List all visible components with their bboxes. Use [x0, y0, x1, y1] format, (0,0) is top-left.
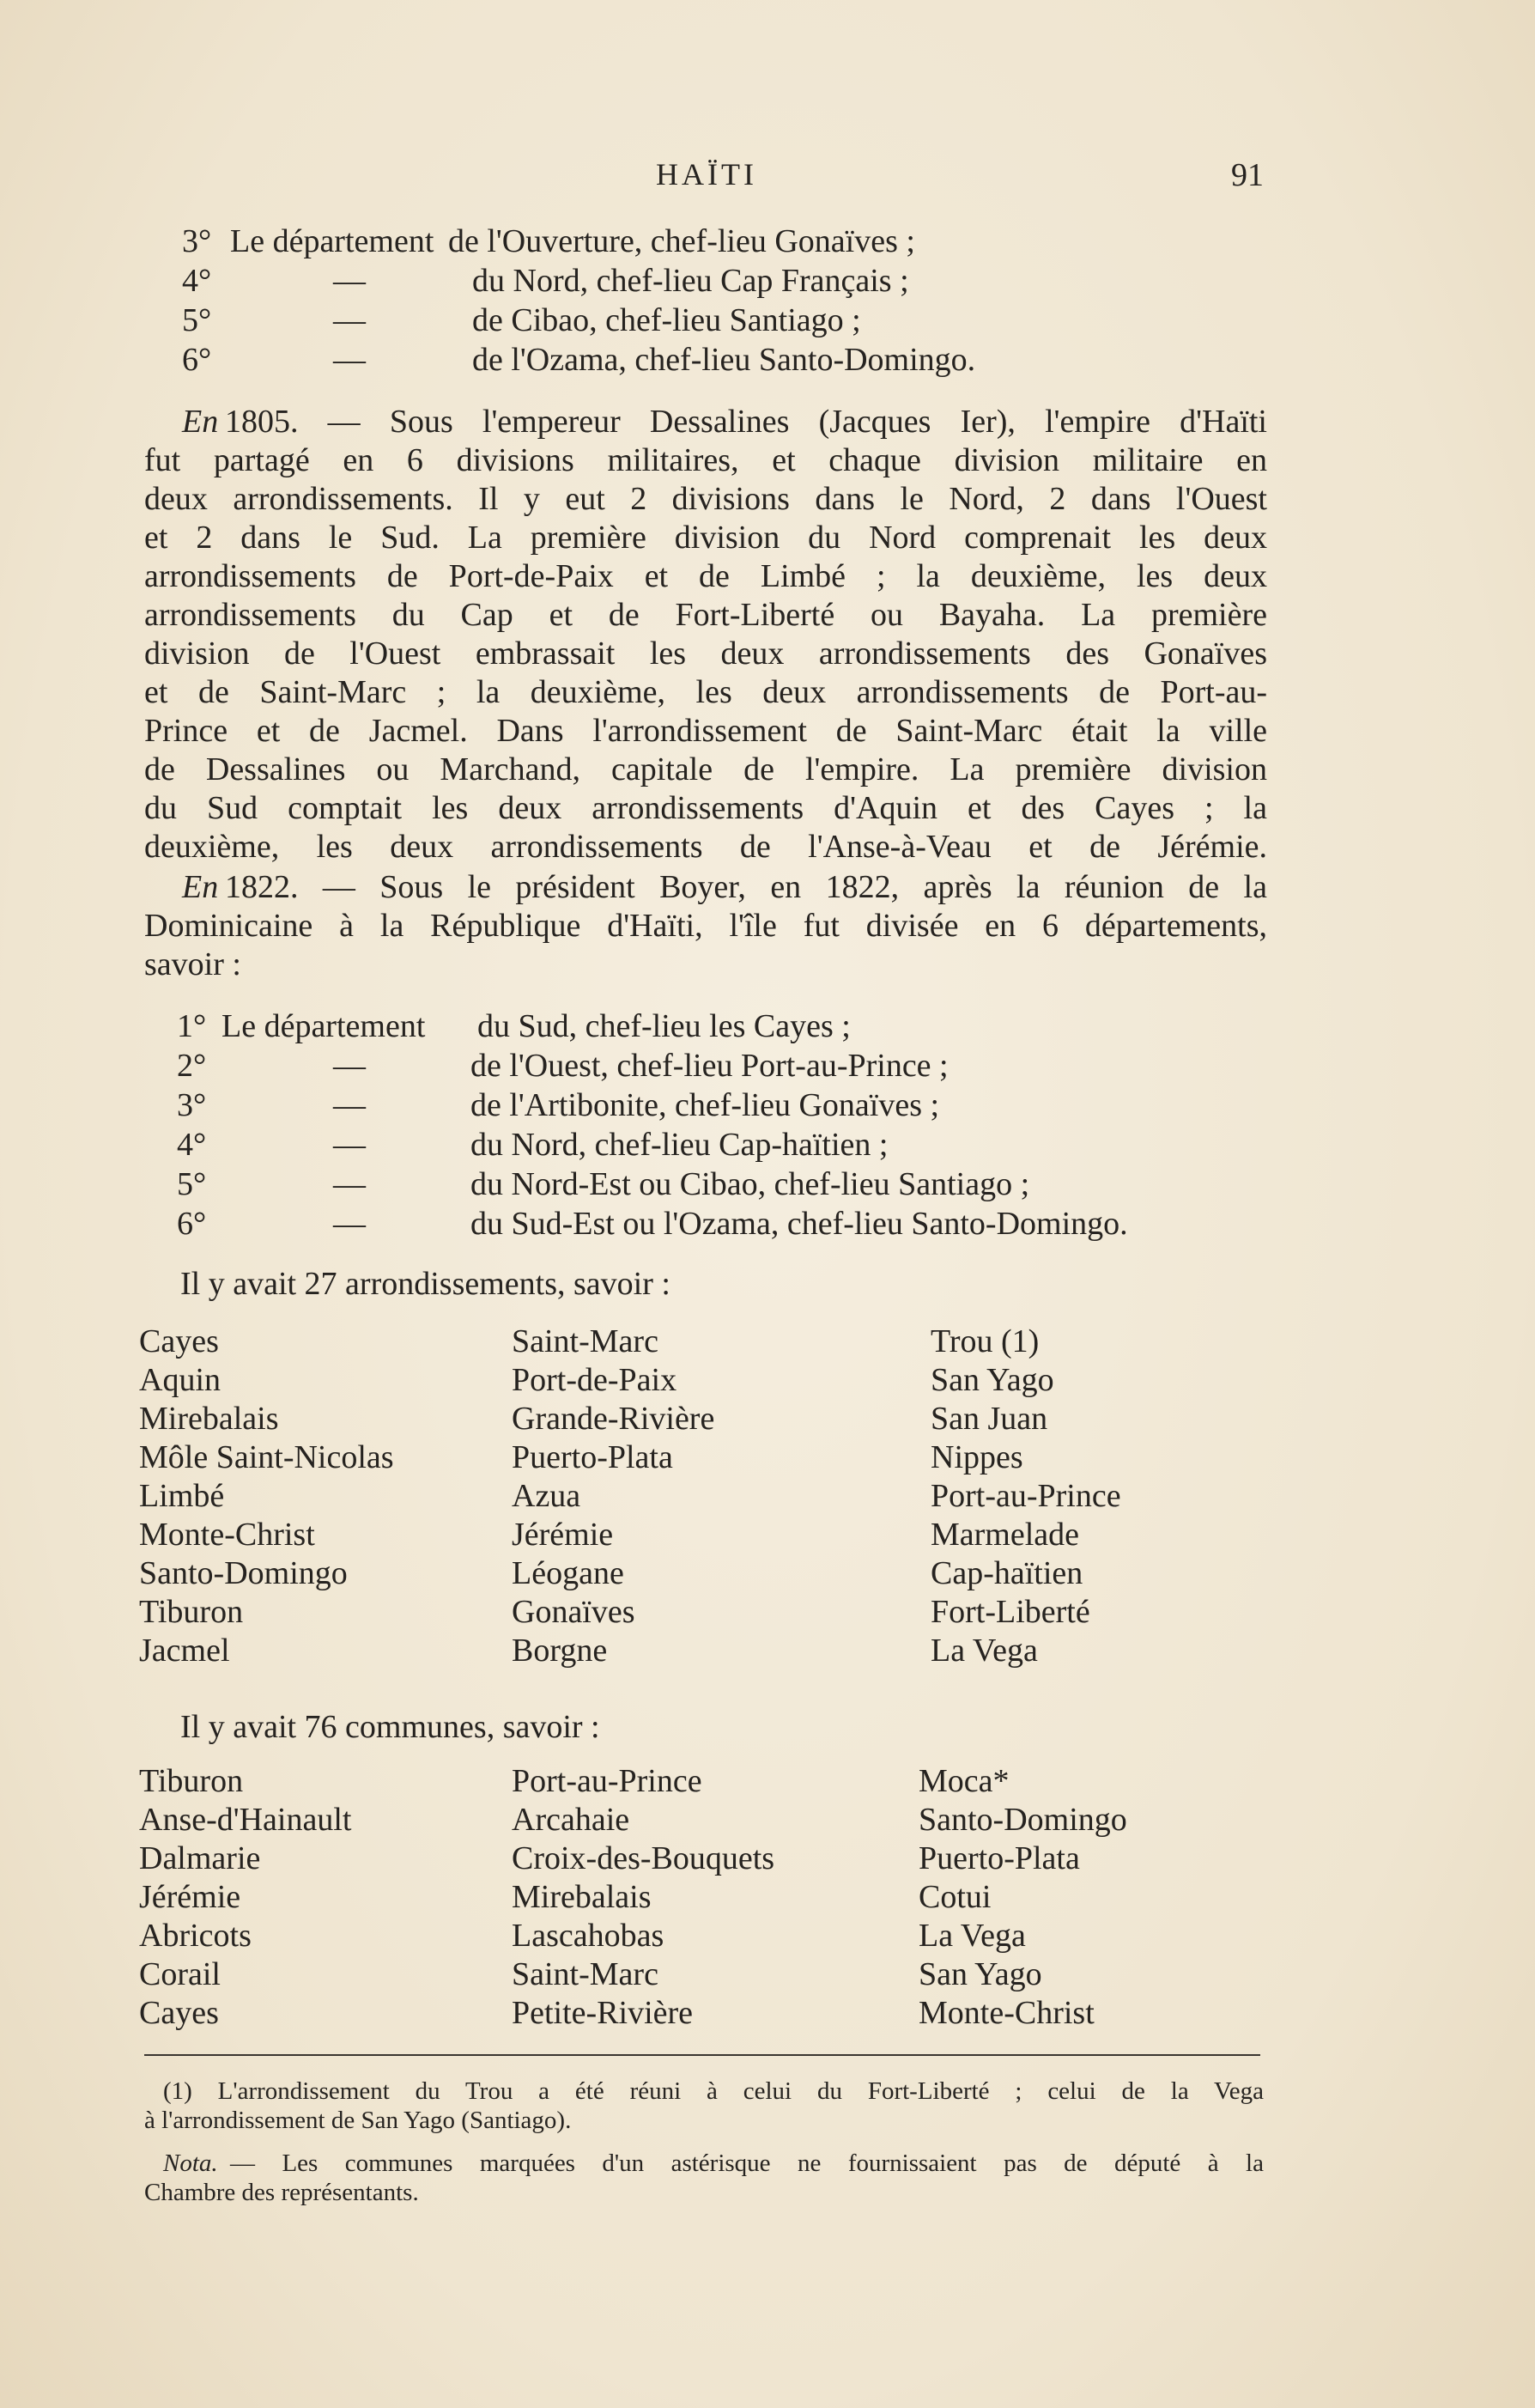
list-item: La Vega: [931, 1633, 1038, 1669]
list-item: Dalmarie: [139, 1840, 261, 1876]
arrondissements-column-2: [512, 1323, 714, 1670]
list-item-prefix: —: [333, 342, 366, 378]
paragraph-line: fut partagé en 6 divisions militaires, et chaque division militaire en: [144, 442, 1267, 478]
list-item: Cayes: [139, 1323, 219, 1359]
list-item: San Yago: [931, 1362, 1054, 1398]
nota-label-text: Nota.: [163, 2150, 218, 2177]
footnote-1-line-2: à l'arrondissement de San Yago (Santiago).: [144, 2107, 572, 2134]
paragraph-line: deuxième, les deux arrondissements de l'Anse-à-Veau et de Jérémie.: [144, 829, 1267, 865]
list-item-prefix: —: [333, 1048, 366, 1084]
list-item: Petite-Rivière: [512, 1995, 694, 2031]
list-item-text: de l'Ouverture, chef-lieu Gonaïves ;: [448, 223, 915, 259]
list-item-prefix: —: [333, 1206, 366, 1242]
list-item-num: 2°: [177, 1048, 207, 1084]
list-item: Cap-haïtien: [931, 1555, 1083, 1591]
list-item: La Vega: [919, 1918, 1026, 1954]
list-item-text: du Nord, chef-lieu Cap Français ;: [472, 263, 909, 299]
communes-intro: Il y avait 76 communes, savoir :: [180, 1709, 600, 1745]
list-item: Jacmel: [139, 1633, 230, 1669]
list-item: Limbé: [139, 1478, 225, 1514]
list-item: Grande-Rivière: [512, 1401, 715, 1437]
list-item-num: 5°: [177, 1166, 207, 1202]
list-item-num: 4°: [182, 263, 212, 299]
list-item: Monte-Christ: [139, 1517, 315, 1553]
italic-lead: En: [182, 869, 219, 905]
list-item-num: 3°: [182, 223, 212, 259]
list-item-prefix: —: [333, 1166, 366, 1202]
paragraph-lead: [182, 402, 218, 441]
communes-column-3: [919, 1762, 1127, 2033]
list-item: Môle Saint-Nicolas: [139, 1439, 394, 1475]
list-item: Cotui: [919, 1879, 992, 1915]
list-item-num: 3°: [177, 1087, 207, 1123]
list-item-prefix: —: [333, 1087, 366, 1123]
list-item: Aquin: [139, 1362, 221, 1398]
list-item: Azua: [512, 1478, 581, 1514]
list-item: Port-de-Paix: [512, 1362, 677, 1398]
list-item-prefix: —: [333, 1127, 366, 1163]
list-item: Tiburon: [139, 1594, 244, 1630]
paragraph-line: de Dessalines ou Marchand, capitale de l'empire. La première division: [144, 751, 1267, 787]
list-item: Cayes: [139, 1995, 219, 2031]
list-item: Port-au-Prince: [512, 1763, 702, 1799]
list-item: Marmelade: [931, 1517, 1080, 1553]
list-item-num: 6°: [177, 1206, 207, 1242]
list-item: Saint-Marc: [512, 1323, 658, 1359]
list-item: San Yago: [919, 1956, 1042, 1992]
list-item: Croix-des-Bouquets: [512, 1840, 775, 1876]
list-item: Santo-Domingo: [139, 1555, 348, 1591]
list-item-prefix: Le département: [221, 1008, 426, 1044]
list-item: Gonaïves: [512, 1594, 635, 1630]
list-item-num: 5°: [182, 302, 212, 338]
paragraph-line: savoir :: [144, 946, 241, 982]
list-item: Saint-Marc: [512, 1956, 658, 1992]
list-item: Nippes: [931, 1439, 1023, 1475]
paragraph-line: division de l'Ouest embrassait les deux arrondissements des Gonaïves: [144, 635, 1267, 672]
paragraph-line: Dominicaine à la République d'Haïti, l'île fut divisée en 6 départements,: [144, 908, 1267, 944]
list-item: Puerto-Plata: [512, 1439, 673, 1475]
list-item-prefix: Le département: [230, 223, 434, 259]
list-item: Port-au-Prince: [931, 1478, 1121, 1514]
nota-line-1: — Les communes marquées d'un astérisque ne fournissaient pas de député à la: [230, 2150, 1264, 2177]
list-item-text: de Cibao, chef-lieu Santiago ;: [472, 302, 861, 338]
page-number: 91: [1231, 157, 1264, 193]
list-item-text: de l'Artibonite, chef-lieu Gonaïves ;: [470, 1087, 940, 1123]
list-item: Fort-Liberté: [931, 1594, 1090, 1630]
paragraph-line: 1805. — Sous l'empereur Dessalines (Jacques Ier), l'empire d'Haïti: [225, 404, 1267, 440]
list-item: Santo-Domingo: [919, 1802, 1127, 1838]
list-item: Borgne: [512, 1633, 608, 1669]
running-head: HAÏTI: [656, 157, 757, 192]
list-item: Arcahaie: [512, 1802, 630, 1838]
arrondissements-intro: Il y avait 27 arrondissements, savoir :: [180, 1266, 670, 1302]
list-item: Trou (1): [931, 1323, 1040, 1359]
arrondissements-column-1: [139, 1323, 394, 1670]
list-item: Corail: [139, 1956, 221, 1992]
list-item: Jérémie: [512, 1517, 614, 1553]
paragraph-line: Prince et de Jacmel. Dans l'arrondissement de Saint-Marc était la ville: [144, 713, 1267, 749]
paragraph-line: deux arrondissements. Il y eut 2 divisions dans le Nord, 2 dans l'Ouest: [144, 481, 1267, 517]
footnote-rule: [144, 2054, 1260, 2056]
list-item-num: 1°: [177, 1008, 207, 1044]
paragraph-line: arrondissements de Port-de-Paix et de Limbé ; la deuxième, les deux: [144, 558, 1267, 594]
communes-column-2: [512, 1762, 774, 2033]
list-item: Mirebalais: [139, 1401, 279, 1437]
arrondissements-column-3: [931, 1323, 1121, 1670]
list-item: Monte-Christ: [919, 1995, 1095, 2031]
italic-lead: En: [182, 404, 219, 440]
list-item-text: de l'Ouest, chef-lieu Port-au-Prince ;: [470, 1048, 949, 1084]
nota-label: [163, 2149, 218, 2178]
nota-line-2: Chambre des représentants.: [144, 2179, 419, 2206]
list-item: Puerto-Plata: [919, 1840, 1080, 1876]
paragraph-line: arrondissements du Cap et de Fort-Liberté ou Bayaha. La première: [144, 597, 1267, 633]
paragraph-line: 1822. — Sous le président Boyer, en 1822, après la réunion de la: [225, 869, 1267, 905]
list-item: Moca*: [919, 1763, 1010, 1799]
list-item-num: 4°: [177, 1127, 207, 1163]
list-item: Mirebalais: [512, 1879, 652, 1915]
paragraph-lead: [182, 867, 218, 907]
paragraph-line: et de Saint-Marc ; la deuxième, les deux arrondissements de Port-au-: [144, 674, 1267, 710]
list-item: San Juan: [931, 1401, 1048, 1437]
list-item-text: du Nord, chef-lieu Cap-haïtien ;: [470, 1127, 889, 1163]
list-item-num: 6°: [182, 342, 212, 378]
list-item-text: du Sud-Est ou l'Ozama, chef-lieu Santo-Domingo.: [470, 1206, 1128, 1242]
communes-column-1: [139, 1762, 351, 2033]
list-item: Léogane: [512, 1555, 624, 1591]
list-item-prefix: —: [333, 302, 366, 338]
list-item: Jérémie: [139, 1879, 241, 1915]
list-item-text: du Nord-Est ou Cibao, chef-lieu Santiago ;: [470, 1166, 1030, 1202]
list-item: Lascahobas: [512, 1918, 664, 1954]
list-item: Tiburon: [139, 1763, 244, 1799]
paragraph-line: et 2 dans le Sud. La première division du Nord comprenait les deux: [144, 520, 1267, 556]
footnote-1-line-1: (1) L'arrondissement du Trou a été réuni à celui du Fort-Liberté ; celui de la Vega: [163, 2077, 1264, 2105]
list-item-text: de l'Ozama, chef-lieu Santo-Domingo.: [472, 342, 976, 378]
list-item-text: du Sud, chef-lieu les Cayes ;: [477, 1008, 851, 1044]
list-item: Anse-d'Hainault: [139, 1802, 352, 1838]
list-item-prefix: —: [333, 263, 366, 299]
list-item: Abricots: [139, 1918, 252, 1954]
paragraph-line: du Sud comptait les deux arrondissements d'Aquin et des Cayes ; la: [144, 790, 1267, 826]
